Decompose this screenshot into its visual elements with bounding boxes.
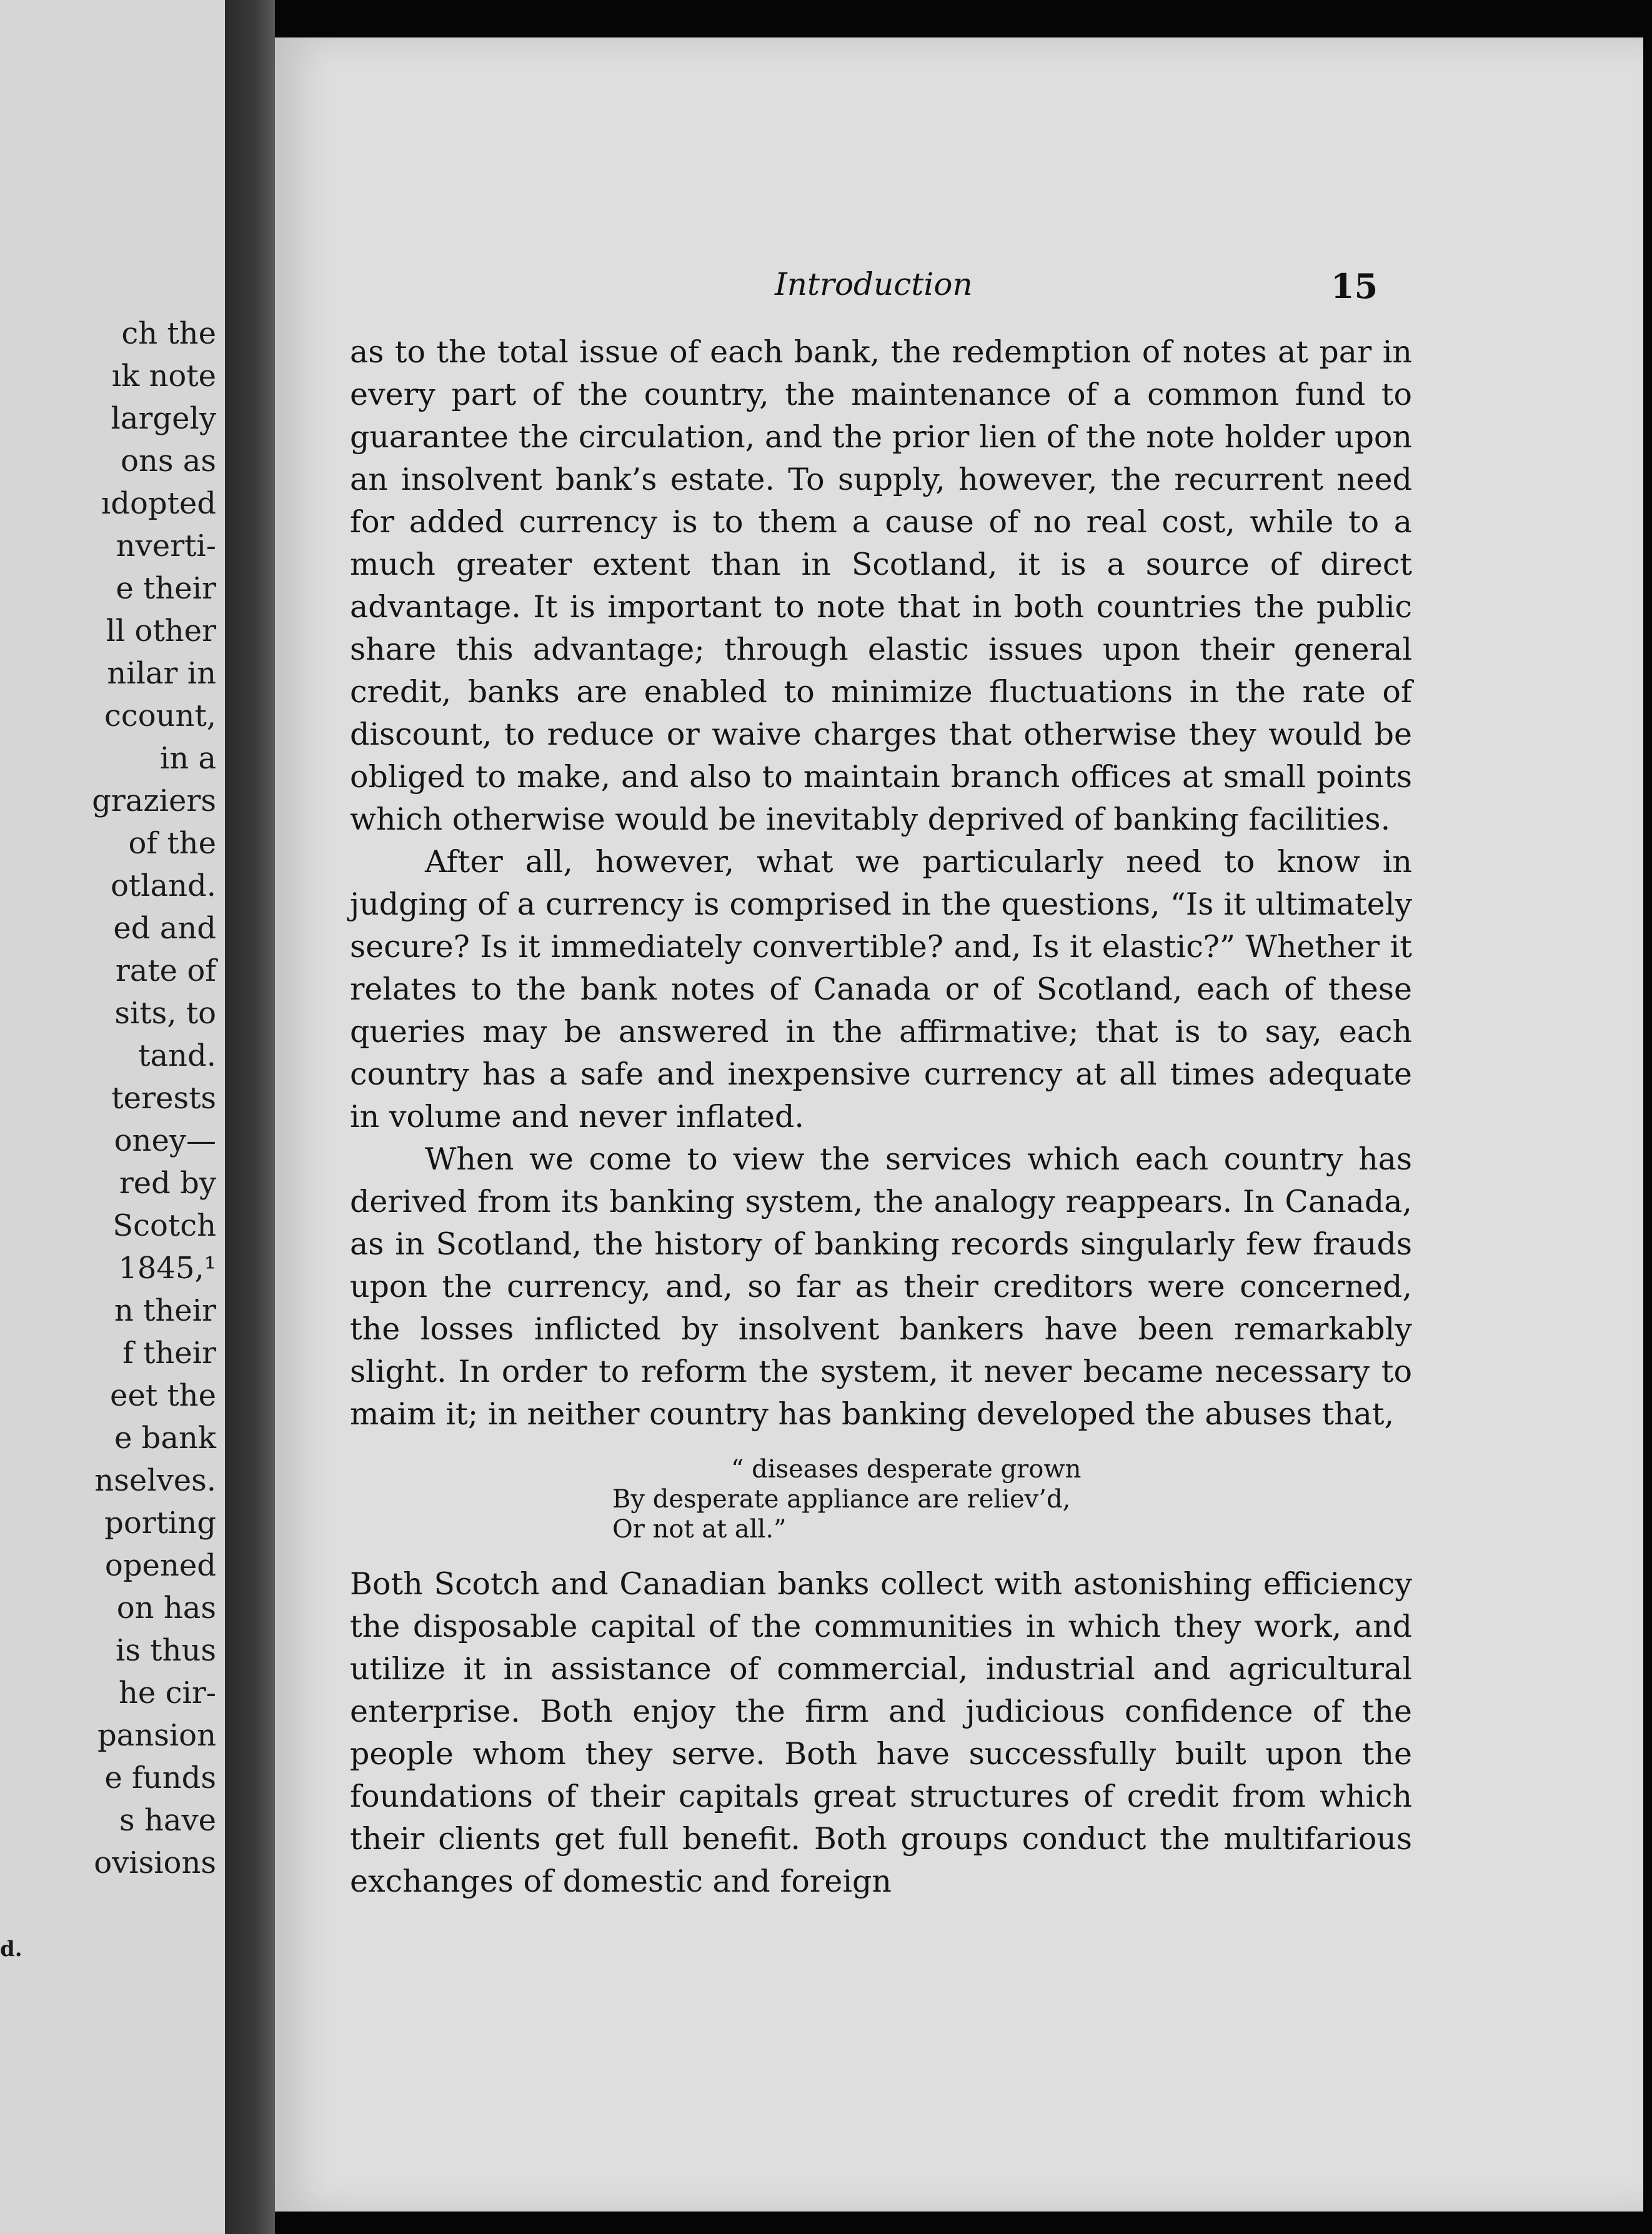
paragraph-4: Both Scotch and Canadian banks collect with astonishing efficiency the disposable capital of the communities in which they work, and utilize it in assistance of commercial, industrial and agricultural enterprise. Both enjoy the firm and judicious confidence of the people whom they serve. Both have successfully built upon the foundations of their capitals great structures of credit from which their clients get full benefit. Both groups conduct the multifarious exchanges of domestic and foreign xyxy=(350,1566,1412,1899)
left-page-line: ovisions xyxy=(94,1845,216,1880)
quote-line: “ diseases desperate grown xyxy=(731,1455,1082,1484)
left-page-line: porting xyxy=(104,1506,216,1541)
left-page-line: e bank xyxy=(114,1421,216,1456)
left-page-line: e their xyxy=(116,571,216,606)
block-quote xyxy=(612,1454,1412,1544)
left-page-line: opened xyxy=(104,1548,216,1583)
left-page-line: otland. xyxy=(110,868,216,903)
paragraph-1: as to the total issue of each bank, the redemption of notes at par in every part of the country, the maintenance of a common fund to guarantee the circulation, and the prior lien of the note holder upon an insolvent bank’s estate. To supply, however, the recurrent need for added currency is to them a cause of no real cost, while to a much greater extent than in Scotland, it is a source of direct advantage. It is important to note that in both countries the public share this advantage; through elastic issues upon their general credit, banks are enabled to minimize fluctuations in the rate of discount, to reduce or waive charges that otherwise they would be obliged to make, and also to maintain branch offices at small points which otherwise would be inevitably deprived of banking facilities. xyxy=(350,334,1412,837)
left-page-line: sits, to xyxy=(114,996,216,1031)
left-page-line: terests xyxy=(111,1081,216,1116)
left-page-line: is thus xyxy=(116,1633,216,1668)
left-page-line: red by xyxy=(119,1166,216,1201)
left-page-line: tand. xyxy=(138,1038,216,1073)
book-gutter xyxy=(225,0,275,2234)
left-page-line: Scotch xyxy=(112,1208,216,1243)
left-page-line: nverti- xyxy=(116,529,216,563)
quote-line: Or not at all.” xyxy=(612,1515,787,1544)
left-page-line: largely xyxy=(111,401,216,436)
left-page-line: of the xyxy=(128,826,216,861)
left-page-text xyxy=(92,312,216,1884)
left-page-line: ons as xyxy=(121,444,216,479)
left-page-line: oney— xyxy=(114,1123,216,1158)
left-page-line: e funds xyxy=(104,1760,216,1795)
left-page-line: ll other xyxy=(106,613,216,648)
quote-line: By desperate appliance are reliev’d, xyxy=(612,1485,1071,1514)
left-page-line: pansion xyxy=(97,1718,216,1753)
left-page-line: rate of xyxy=(115,953,216,988)
left-page-line: on has xyxy=(116,1591,216,1626)
page-header xyxy=(275,266,1643,316)
left-page-line: in a xyxy=(159,741,216,776)
right-page xyxy=(275,37,1643,2212)
left-page-line: ch the xyxy=(121,316,216,351)
page-number: 15 xyxy=(1331,266,1378,306)
left-page-line: ıdopted xyxy=(101,486,216,521)
paragraph-2: After all, however, what we particularly need to know in judging of a currency is comprised in the questions, “Is it ultimately secure? Is it immediately convertible? and, Is it elastic?” Whether it relates to the bank notes of Canada or of Scotland, each of these queries may be answered in the affirmative; that is to say, each country has a safe and inexpensive currency at all times adequate in volume and never inflated. xyxy=(350,844,1412,1134)
left-page-line: ed and xyxy=(113,911,216,946)
page-body xyxy=(350,331,1412,1903)
paragraph-3: When we come to view the services which each country has derived from its banking system, the analogy reappears. In Canada, as in Scotland, the history of banking records singularly few frauds upon the currency, and, so far as their creditors were concerned, the losses inflicted by insolvent bankers have been remarkably slight. In order to reform the system, it never became necessary to maim it; in neither country has banking developed the abuses that, xyxy=(350,1141,1412,1432)
running-head: Introduction xyxy=(775,266,973,302)
left-page-line: graziers xyxy=(92,783,216,818)
left-page-line: 1845,¹ xyxy=(118,1251,216,1286)
left-page-line: eet the xyxy=(110,1378,216,1413)
left-page-line: s have xyxy=(119,1803,216,1838)
left-page-line: nselves. xyxy=(94,1463,216,1498)
left-page xyxy=(0,0,225,2234)
left-page-line: ık note xyxy=(111,359,216,394)
left-page-line: ccount, xyxy=(104,698,216,733)
left-page-line: nilar in xyxy=(107,656,216,691)
left-page-line: n their xyxy=(114,1293,216,1328)
left-page-line: he cir- xyxy=(119,1676,216,1710)
left-page-line: f their xyxy=(122,1336,216,1371)
left-page-footnote: d. xyxy=(0,1937,22,1962)
